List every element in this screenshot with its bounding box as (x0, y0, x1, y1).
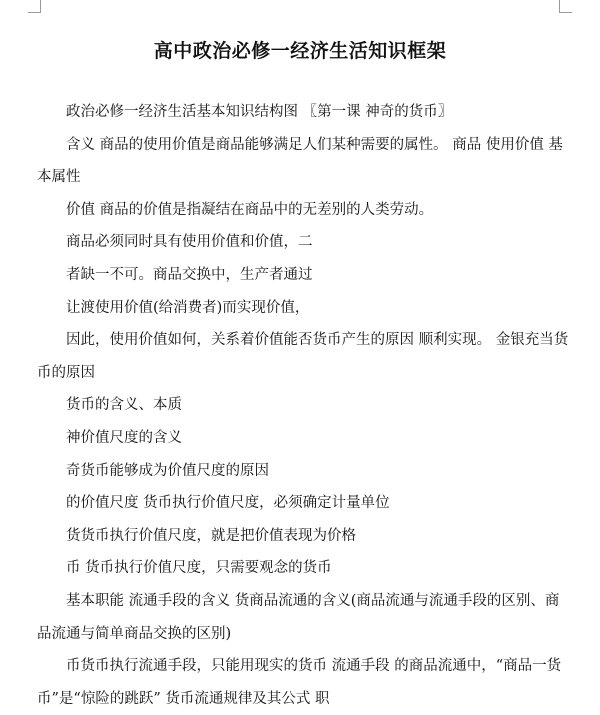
paragraph: 的价值尺度 货币执行价值尺度，必须确定计量单位 (66, 495, 390, 512)
paragraph: 货币的含义、本质 (66, 397, 182, 414)
document-body (37, 96, 570, 715)
page-corner-mark-left (28, 0, 41, 13)
paragraph: 神价值尺度的含义 (66, 429, 182, 446)
paragraph: 基本职能 流通手段的含义 货商品流通的含义(商品流通与流通手段的区别、商品流通与简单商品交换的区别) (37, 592, 560, 642)
paragraph: 让渡使用价值(给消费者)而实现价值， (66, 299, 310, 316)
paragraph: 币 货币执行价值尺度，只需要观念的货币 (66, 560, 332, 577)
paragraph: 奇货币能够成为价值尺度的原因 (66, 462, 269, 479)
paragraph: 币货币执行流通手段，只能用现实的货币 流通手段 的商品流通中，“商品一货币”是“惊险的跳跃” 货币流通规律及其公式 职 (37, 658, 562, 707)
paragraph: 者缺一不可。商品交换中，生产者通过 (66, 266, 313, 283)
page-corner-mark-right (559, 0, 572, 13)
document-title: 高中政治必修一经济生活知识框架 (153, 40, 447, 62)
paragraph: 商品必须同时具有使用价值和价值，二 (66, 234, 313, 251)
paragraph: 政治必修一经济生活基本知识结构图 〖第一课 神奇的货币〗 (66, 104, 453, 120)
paragraph: 因此，使用价值如何，关系着价值能否货币产生的原因 顺利实现。 金银充当货币的原因 (37, 332, 569, 381)
paragraph: 价值 商品的价值是指凝结在商品中的无差别的人类劳动。 (66, 201, 434, 218)
paragraph: 货货币执行价值尺度，就是把价值表现为价格 (66, 527, 356, 544)
paragraph: 含义 商品的使用价值是商品能够满足人们某种需要的属性。 商品 使用价值 基本属性 (37, 136, 563, 186)
